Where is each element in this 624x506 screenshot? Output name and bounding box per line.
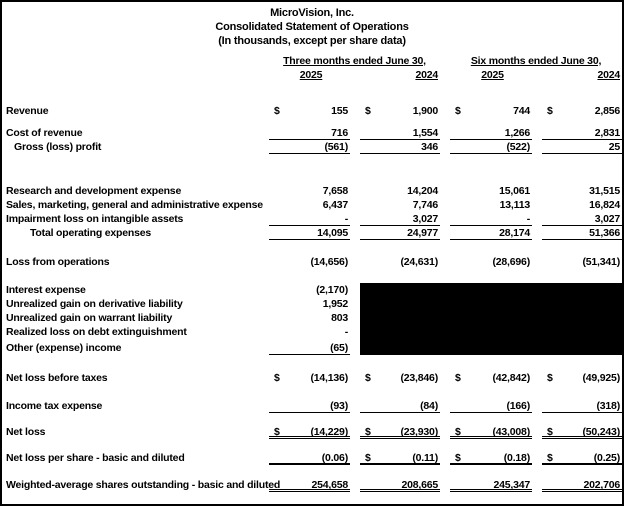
- row-label: Unrealized gain on warrant liability: [6, 312, 173, 324]
- year-label: 2024: [415, 69, 438, 81]
- cell-value: 346: [421, 141, 438, 153]
- cell-value: 51,366: [589, 227, 620, 239]
- cell-value: 13,113: [499, 199, 530, 211]
- value-cell: [269, 425, 350, 439]
- row-label: Gross (loss) profit: [14, 141, 102, 153]
- row-label: Cost of revenue: [6, 127, 83, 139]
- value-cell: [360, 198, 440, 212]
- cell-value: 202,706: [583, 479, 620, 491]
- value-cell: [542, 226, 622, 240]
- row-label: Net loss: [6, 426, 46, 438]
- value-cell: [450, 425, 532, 439]
- row-label: Total operating expenses: [30, 227, 152, 239]
- dollar-sign: $: [365, 105, 371, 117]
- cell-value: 2,831: [594, 127, 620, 139]
- value-cell: [542, 399, 622, 413]
- dollar-sign: $: [274, 372, 280, 384]
- value-cell: [542, 126, 622, 140]
- row-label: Weighted-average shares outstanding - basic and diluted: [6, 479, 281, 491]
- value-cell: [360, 140, 440, 154]
- value-cell: [542, 255, 622, 269]
- cell-value: (24,631): [400, 256, 438, 268]
- row-label: Interest expense: [6, 284, 86, 296]
- dollar-sign: $: [547, 372, 553, 384]
- cell-value: 803: [331, 312, 348, 324]
- three-months-header: Three months ended June 30,: [283, 55, 426, 67]
- value-cell: [360, 226, 440, 240]
- cell-value: (93): [330, 400, 348, 412]
- row-label: Sales, marketing, general and administrative expense: [6, 199, 263, 211]
- dollar-sign: $: [455, 452, 461, 464]
- value-cell: [360, 126, 440, 140]
- statement-subtitle: (In thousands, except per share data): [218, 35, 406, 47]
- row-label: Other (expense) income: [6, 342, 122, 354]
- value-cell: [269, 297, 350, 311]
- six-months-column-group: [450, 54, 622, 68]
- value-cell: [542, 184, 622, 198]
- value-cell: [450, 184, 532, 198]
- cell-value: (0.11): [412, 452, 438, 464]
- row-label: Research and development expense: [6, 185, 182, 197]
- table-row: [2, 371, 622, 385]
- value-cell: [269, 184, 350, 198]
- cell-value: (14,229): [310, 426, 348, 438]
- value-cell: [269, 478, 350, 492]
- cell-value: 3,027: [594, 213, 620, 225]
- cell-value: (318): [596, 400, 620, 412]
- value-cell: [450, 399, 532, 413]
- cell-value: (166): [506, 400, 530, 412]
- cell-value: (0.06): [321, 452, 348, 464]
- cell-value: 6,437: [322, 199, 348, 211]
- cell-value: -: [344, 326, 348, 338]
- column-group-headers: [2, 54, 622, 68]
- cell-value: 254,658: [311, 479, 348, 491]
- cell-value: 208,665: [401, 479, 438, 491]
- value-cell: [450, 226, 532, 240]
- value-cell: [269, 198, 350, 212]
- six-months-header: Six months ended June 30,: [470, 55, 602, 67]
- dollar-sign: $: [455, 372, 461, 384]
- table-row: [2, 226, 622, 240]
- year-header-cell: [542, 68, 622, 82]
- cell-value: (14,656): [310, 256, 348, 268]
- three-months-column-group: [269, 54, 440, 68]
- value-cell: [542, 425, 622, 439]
- value-cell: [360, 212, 440, 226]
- year-label: 2024: [597, 69, 620, 81]
- cell-value: (561): [324, 141, 348, 153]
- cell-value: 7,746: [412, 199, 438, 211]
- cell-value: 16,824: [589, 199, 620, 211]
- cell-value: 1,952: [322, 298, 348, 310]
- cell-value: 7,658: [322, 185, 348, 197]
- cell-value: 155: [331, 105, 348, 117]
- value-cell: [269, 341, 350, 355]
- value-cell: [360, 184, 440, 198]
- year-label: 2025: [481, 69, 504, 81]
- cell-value: (51,341): [582, 256, 620, 268]
- year-label: 2025: [299, 69, 323, 81]
- table-row: [2, 212, 622, 226]
- value-cell: [450, 255, 532, 269]
- value-cell: [450, 451, 532, 465]
- cell-value: 14,204: [407, 185, 438, 197]
- value-cell: [360, 104, 440, 118]
- cell-value: 28,174: [499, 227, 530, 239]
- cell-value: 15,061: [499, 185, 530, 197]
- year-header-cell: [450, 68, 532, 82]
- year-header-cell: [269, 68, 350, 82]
- cell-value: (42,842): [492, 372, 530, 384]
- value-cell: [269, 325, 350, 339]
- table-row: [2, 140, 622, 154]
- value-cell: [542, 212, 622, 226]
- value-cell: [360, 425, 440, 439]
- cell-value: 744: [513, 105, 530, 117]
- value-cell: [269, 126, 350, 140]
- cell-value: 1,900: [412, 105, 438, 117]
- value-cell: [450, 198, 532, 212]
- value-cell: [360, 451, 440, 465]
- cell-value: 716: [331, 127, 348, 139]
- value-cell: [360, 371, 440, 385]
- value-cell: [542, 198, 622, 212]
- cell-value: (49,925): [582, 372, 620, 384]
- row-label: Net loss per share - basic and diluted: [6, 452, 185, 464]
- dollar-sign: $: [365, 452, 371, 464]
- value-cell: [542, 451, 622, 465]
- cell-value: 245,347: [493, 479, 530, 491]
- dollar-sign: $: [455, 105, 461, 117]
- cell-value: 2,856: [594, 105, 620, 117]
- value-cell: [542, 371, 622, 385]
- value-cell: [360, 478, 440, 492]
- cell-value: (65): [330, 342, 348, 354]
- table-row: [2, 126, 622, 140]
- table-row: [2, 478, 622, 492]
- value-cell: [360, 399, 440, 413]
- table-row: [2, 451, 622, 465]
- cell-value: 1,266: [504, 127, 530, 139]
- dollar-sign: $: [274, 105, 280, 117]
- value-cell: [269, 255, 350, 269]
- cell-value: 3,027: [412, 213, 438, 225]
- statement-header: [2, 6, 622, 48]
- year-header-spacer: [2, 68, 269, 82]
- row-label: Income tax expense: [6, 400, 103, 412]
- table-row: [2, 399, 622, 413]
- value-cell: [269, 311, 350, 325]
- value-cell: [269, 371, 350, 385]
- cell-value: (2,170): [316, 284, 348, 296]
- value-cell: [542, 104, 622, 118]
- cell-value: (50,243): [582, 426, 620, 438]
- row-label: Revenue: [6, 105, 49, 117]
- year-header-cell: [360, 68, 440, 82]
- row-label: Realized loss on debt extinguishment: [6, 326, 187, 338]
- cell-value: 1,554: [412, 127, 438, 139]
- dollar-sign: $: [455, 426, 461, 438]
- value-cell: [450, 126, 532, 140]
- cell-value: (43,008): [492, 426, 530, 438]
- cell-value: 24,977: [407, 227, 438, 239]
- value-cell: [450, 371, 532, 385]
- value-cell: [269, 212, 350, 226]
- row-label: Net loss before taxes: [6, 372, 108, 384]
- value-cell: [450, 140, 532, 154]
- row-label: Loss from operations: [6, 256, 110, 268]
- dollar-sign: $: [365, 372, 371, 384]
- table-row: [2, 184, 622, 198]
- dollar-sign: $: [547, 452, 553, 464]
- cell-value: (84): [420, 400, 438, 412]
- redaction-box: [360, 283, 622, 355]
- statement-title: Consolidated Statement of Operations: [215, 21, 409, 33]
- value-cell: [269, 283, 350, 297]
- value-cell: [542, 478, 622, 492]
- cell-value: (23,930): [400, 426, 438, 438]
- value-cell: [269, 399, 350, 413]
- cell-value: (522): [506, 141, 530, 153]
- company-name: MicroVision, Inc.: [270, 7, 354, 19]
- value-cell: [450, 478, 532, 492]
- row-label: Unrealized gain on derivative liability: [6, 298, 183, 310]
- value-cell: [269, 451, 350, 465]
- value-cell: [269, 226, 350, 240]
- value-cell: [542, 140, 622, 154]
- table-row: [2, 198, 622, 212]
- value-cell: [269, 140, 350, 154]
- year-headers: [2, 68, 622, 82]
- dollar-sign: $: [365, 426, 371, 438]
- cell-value: (28,696): [492, 256, 530, 268]
- dollar-sign: $: [547, 105, 553, 117]
- cell-value: 25: [608, 141, 620, 153]
- table-row: [2, 104, 622, 118]
- cell-value: -: [344, 213, 348, 225]
- cell-value: (23,846): [400, 372, 438, 384]
- cell-value: 14,095: [317, 227, 348, 239]
- value-cell: [450, 104, 532, 118]
- value-cell: [269, 104, 350, 118]
- cell-value: -: [526, 213, 530, 225]
- table-row: [2, 425, 622, 439]
- cell-value: (0.18): [503, 452, 530, 464]
- cell-value: (0.25): [593, 452, 620, 464]
- cell-value: (14,136): [310, 372, 348, 384]
- cell-value: 31,515: [589, 185, 620, 197]
- value-cell: [360, 255, 440, 269]
- value-cell: [450, 212, 532, 226]
- row-label: Impairment loss on intangible assets: [6, 213, 184, 225]
- dollar-sign: $: [274, 426, 280, 438]
- dollar-sign: $: [547, 426, 553, 438]
- table-row: [2, 255, 622, 269]
